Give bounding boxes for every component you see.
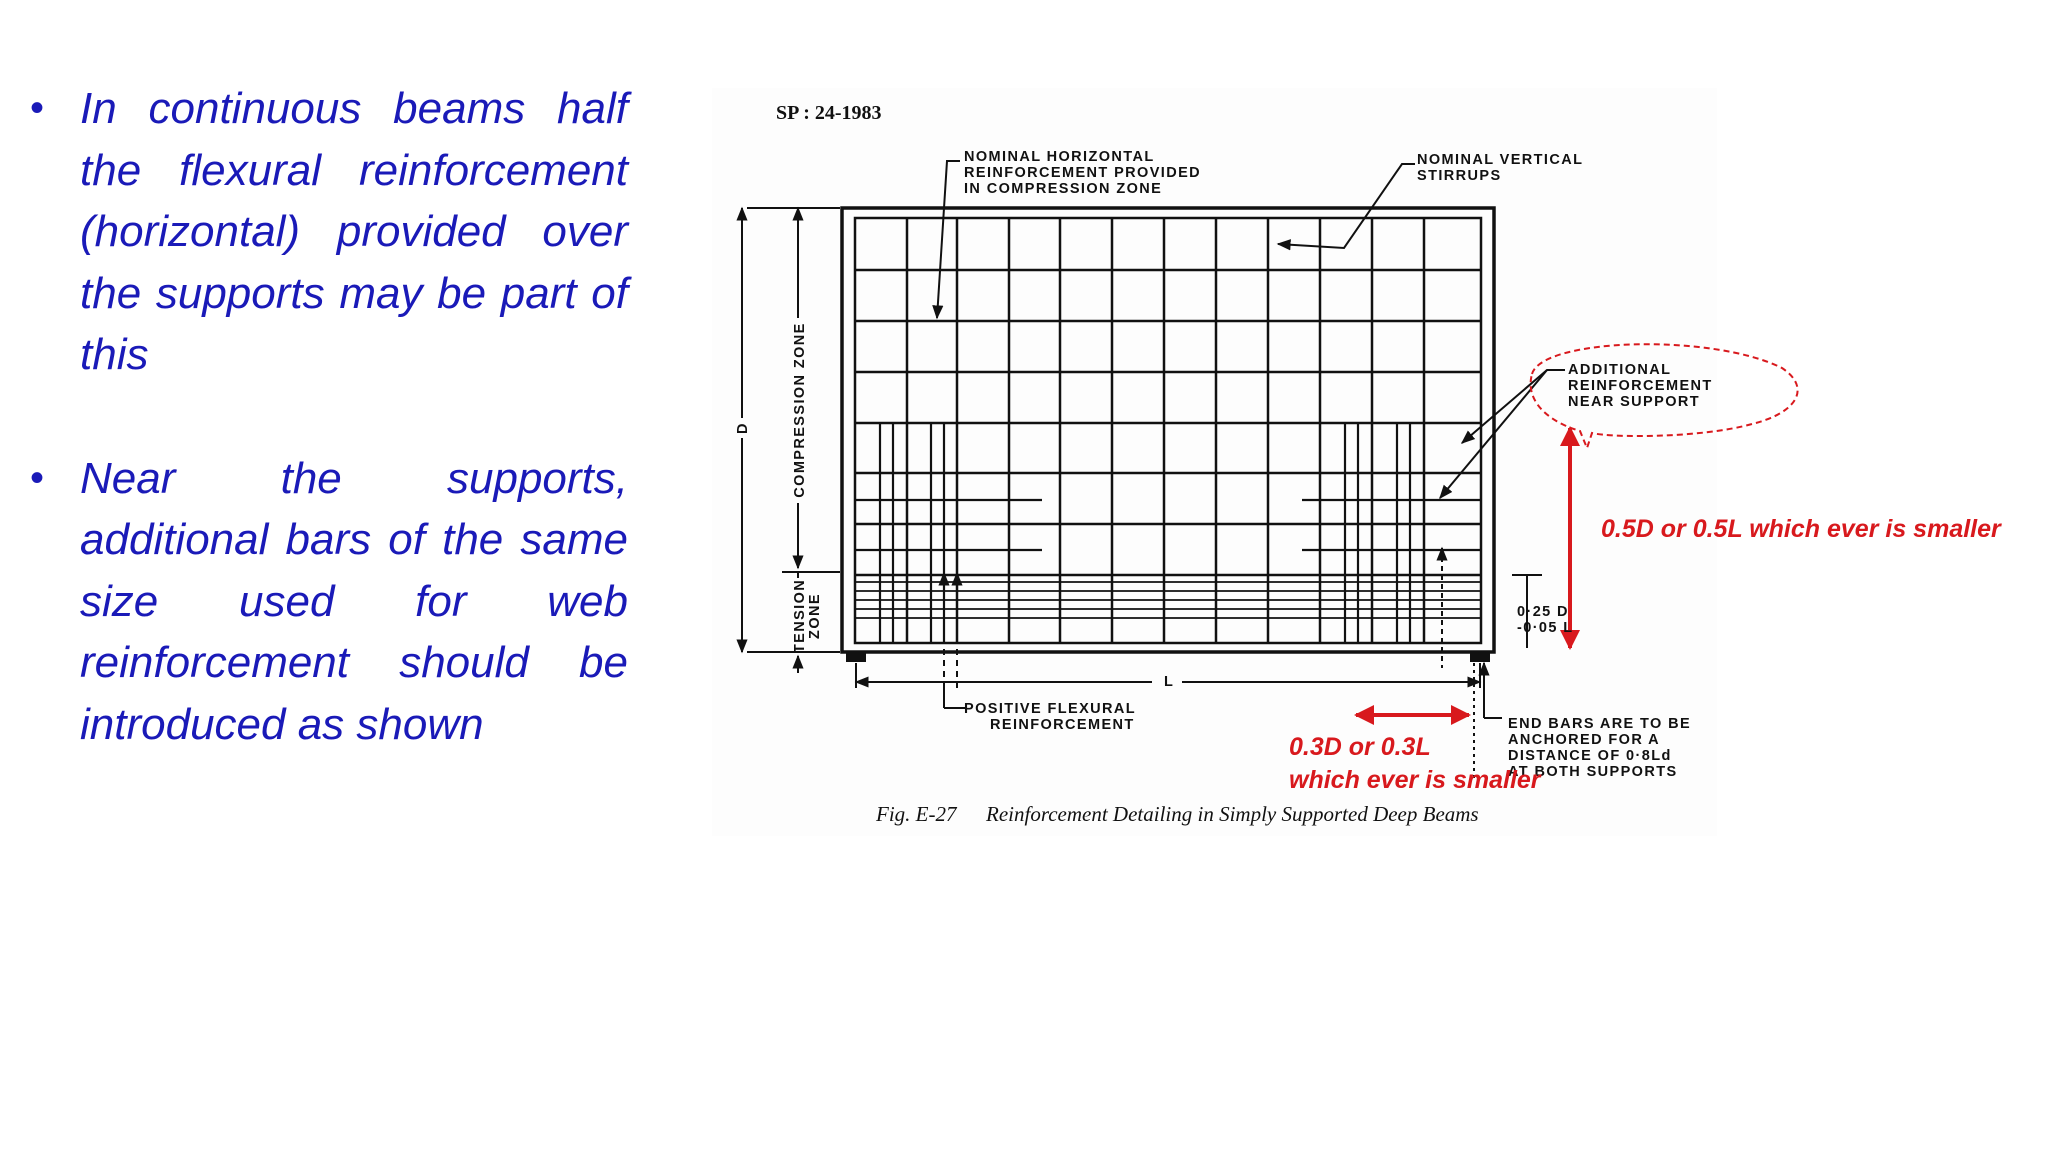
tension-zone-bars [855, 582, 1481, 618]
beam-diagram [712, 88, 2001, 836]
label-nominal-horizontal-3: IN COMPRESSION ZONE [964, 181, 1163, 197]
figure-caption-number: Fig. E-27 [876, 802, 957, 826]
compression-zone-dimension [782, 208, 840, 572]
tension-zone-label-2: ZONE [807, 593, 823, 639]
bullet-symbol: • [30, 86, 45, 130]
figure-caption-text: Reinforcement Detailing in Simply Supported Deep Beams [986, 802, 1479, 826]
label-nominal-horizontal-2: REINFORCEMENT PROVIDED [964, 165, 1202, 181]
depth-dimension [742, 208, 840, 652]
bullet-list [28, 78, 628, 755]
label-end-bars-1: END BARS ARE TO BE [1508, 716, 1692, 732]
label-nominal-vertical-1: NOMINAL VERTICAL [1417, 152, 1584, 168]
label-nominal-vertical-2: STIRRUPS [1417, 168, 1502, 184]
vertical-stirrups [907, 218, 1424, 643]
label-additional-1: ADDITIONAL [1568, 362, 1672, 378]
horizontal-extent-label-1: 0.3D or 0.3L [1289, 733, 1431, 761]
tension-depth-label-2: -0·05 L [1517, 620, 1574, 636]
leader-additional [1440, 370, 1565, 498]
horizontal-bars [855, 270, 1481, 575]
reinforcement-figure [712, 88, 2001, 836]
horizontal-extent-label-2: which ever is smaller [1289, 766, 1541, 794]
bullet-item [28, 78, 628, 386]
bullet-symbol: • [30, 455, 45, 500]
label-additional-2: REINFORCEMENT [1568, 378, 1713, 394]
span-label: L [1164, 674, 1175, 690]
label-additional-3: NEAR SUPPORT [1568, 394, 1701, 410]
leader-nominal-vertical [1278, 164, 1415, 248]
compression-zone-label: COMPRESSION ZONE [792, 322, 808, 498]
label-end-bars-3: DISTANCE OF 0·8Ld [1508, 748, 1672, 764]
label-end-bars-4: AT BOTH SUPPORTS [1508, 764, 1678, 780]
bullet-text: In continuous beams half the flexural reinforcement (horizontal) provided over the supports may be part of this [80, 84, 628, 379]
label-end-bars-2: ANCHORED FOR A [1508, 732, 1660, 748]
standard-code: SP : 24-1983 [776, 102, 882, 124]
label-positive-flexural-1: POSITIVE FLEXURAL [964, 701, 1137, 717]
bullet-text: Near the supports, additional bars of the same size used for web reinforcement should be introduced as shown [80, 453, 628, 749]
label-positive-flexural-2: REINFORCEMENT [990, 717, 1135, 733]
depth-label: D [735, 422, 751, 434]
leader-positive-flexural [944, 573, 967, 708]
tension-zone-label-1: TENSION [792, 578, 808, 654]
label-nominal-horizontal-1: NOMINAL HORIZONTAL [964, 149, 1155, 165]
additional-bars-left [855, 423, 1042, 643]
vertical-extent-label: 0.5D or 0.5L which ever is smaller [1601, 515, 2001, 543]
tension-depth-label-1: 0·25 D [1517, 604, 1569, 620]
additional-bars-right [1302, 423, 1481, 643]
bullet-item [28, 448, 628, 756]
